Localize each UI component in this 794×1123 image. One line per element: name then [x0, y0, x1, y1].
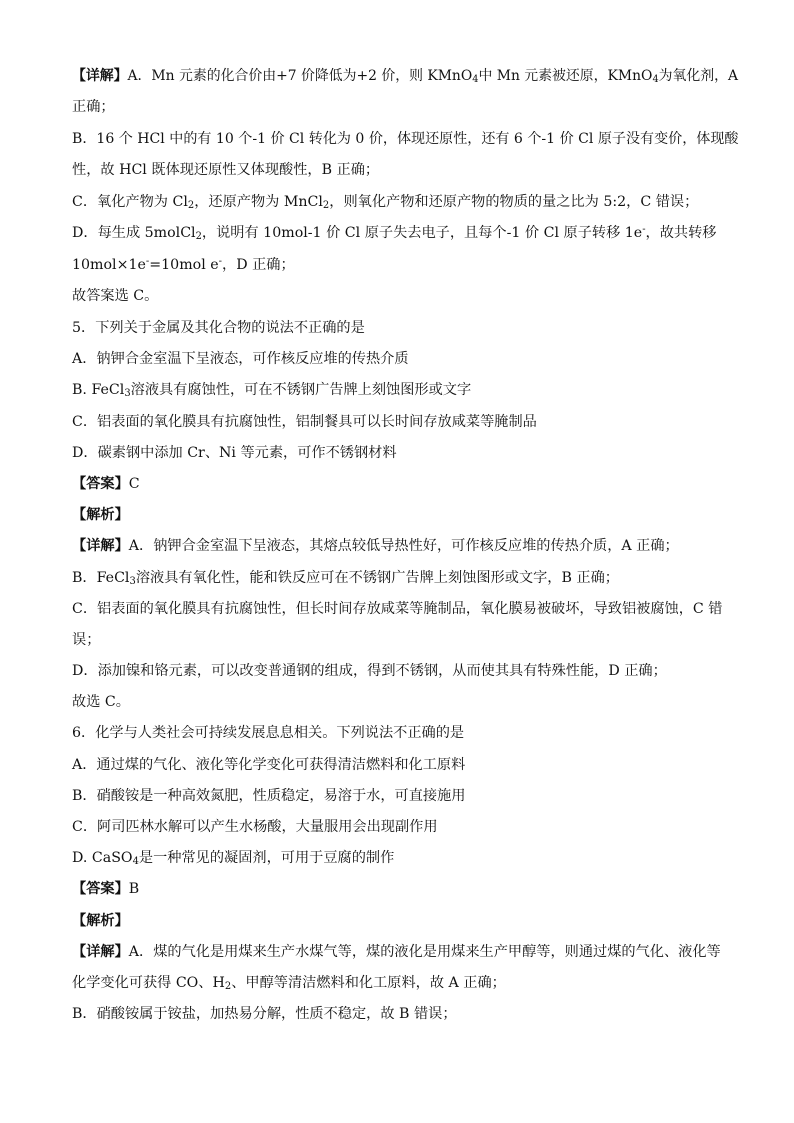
- q6-analysis-tag: 【解析】: [72, 913, 129, 929]
- q5-option-c: C．铝表面的氧化膜具有抗腐蚀性，铝制餐具可以长时间存放咸菜等腌制品: [72, 414, 537, 430]
- q6-explain-a-line2: 化学变化可获得 CO、$H_2$、甲醇等清洁燃料和化工原料，故 A 正确；: [72, 975, 506, 992]
- detail-tag: 【详解】: [72, 944, 129, 960]
- q5-explain-b: B．FeCl$_3$溶液具有氧化性，能和铁反应可在不锈钢广告牌上刻蚀图形或文字，B 正确；: [72, 570, 619, 587]
- q5-explain-d: D．添加镍和铬元素，可以改变普通钢的组成，得到不锈钢，从而使其具有特殊性能，D 正确；: [72, 663, 667, 679]
- q5-explain-c-line2: 误；: [72, 632, 101, 648]
- answer-tag: 【答案】: [72, 476, 129, 492]
- q6-explain-b: B．硝酸铵属于铵盐，加热易分解，性质不稳定，故 B 错误；: [72, 1006, 457, 1022]
- q5-option-a: A．钠钾合金室温下呈液态，可作核反应堆的传热介质: [72, 351, 409, 367]
- q5-explain-c-line1: C．铝表面的氧化膜具有抗腐蚀性，但长时间存放咸菜等腌制品，氧化膜易被破坏，导致铝被腐蚀，C 错: [72, 601, 723, 617]
- q4-explain-b-line2: 性，故 HCl 既体现还原性又体现酸性，B 正确；: [72, 162, 380, 178]
- q6-option-b: B．硝酸铵是一种高效氮肥，性质稳定，易溶于水，可直接施用: [72, 788, 466, 804]
- q6-option-a: A．通过煤的气化、液化等化学变化可获得清洁燃料和化工原料: [72, 757, 466, 773]
- q6-stem: 6．化学与人类社会可持续发展息息相关。下列说法不正确的是: [72, 725, 465, 741]
- detail-tag: 【详解】: [72, 538, 129, 554]
- q5-option-b: B. FeCl$_3$溶液具有腐蚀性，可在不锈钢广告牌上刻蚀图形或文字: [72, 382, 472, 399]
- q4-explain-b-line1: B．16 个 HCl 中的有 10 个-1 价 Cl 转化为 0 价，体现还原性，还有 6 个-1 价 Cl 原子没有变价，体现酸: [72, 131, 739, 147]
- q5-conclusion: 故选 C。: [72, 694, 130, 710]
- q5-answer: [72, 474, 140, 494]
- q5-analysis-tag: 【解析】: [72, 507, 129, 523]
- q6-option-d: D. CaSO$_4$是一种常见的凝固剂，可用于豆腐的制作: [72, 850, 395, 867]
- q4-conclusion: 故答案选 C。: [72, 288, 159, 304]
- q4-explain-c: C．氧化产物为 $Cl_2$，还原产物为 MnCl$_2$，则氧化产物和还原产物的物质的量之比为 5:2，C 错误；: [72, 194, 699, 211]
- q6-answer: [72, 879, 139, 899]
- q6-option-c: C．阿司匹林水解可以产生水杨酸，大量服用会出现副作用: [72, 819, 438, 835]
- answer-tag: 【答案】: [72, 881, 129, 897]
- q5-stem: 5．下列关于金属及其化合物的说法不正确的是: [72, 320, 365, 336]
- q4-explain-d-line2: 10mol×1e-=10mol e-，D 正确；: [72, 256, 295, 273]
- q4-explain-a-line2: 正确；: [72, 99, 115, 115]
- q4-explain-d-line1: D．每生成 5molCl$_2$，说明有 10mol-1 价 Cl 原子失去电子，且每个-1 价 Cl 原子转移 1e-，故共转移: [72, 224, 717, 242]
- answer-value: B: [128, 881, 140, 897]
- detail-tag: 【详解】: [72, 68, 128, 84]
- q4-explain-a-line1: 【详解】A．Mn 元素的化合价由+7 价降低为+2 价，则 KMnO$_4$中 Mn 元素被还原，KMnO$_4$为氧化剂，A: [72, 68, 739, 85]
- answer-value: C: [128, 476, 140, 492]
- q6-explain-a-line1: 【详解】A．煤的气化是用煤来生产水煤气等，煤的液化是用煤来生产甲醇等，则通过煤的气化、液化等: [72, 944, 721, 960]
- q5-explain-a: 【详解】A．钠钾合金室温下呈液态，其熔点较低导热性好，可作核反应堆的传热介质，A 正确；: [72, 538, 679, 554]
- q5-option-d: D．碳素钢中添加 Cr、Ni 等元素，可作不锈钢材料: [72, 445, 397, 461]
